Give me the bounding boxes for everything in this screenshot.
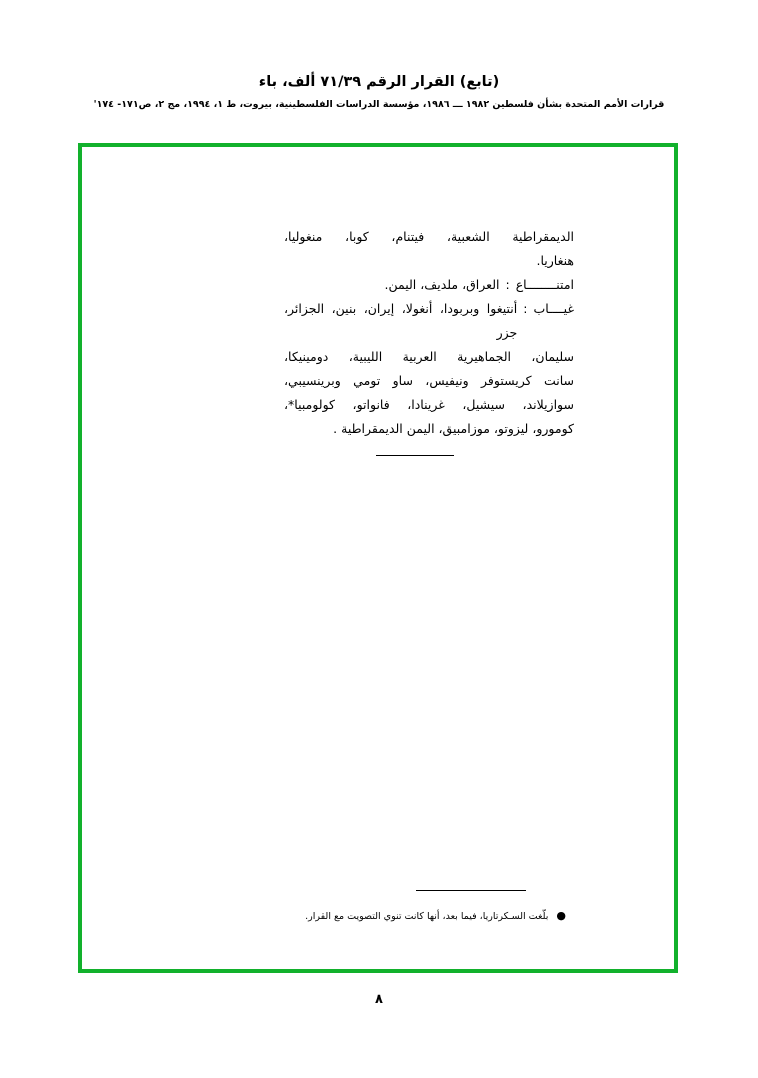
footnote-marker-icon: ● — [556, 909, 566, 922]
abstentions-values: العراق، ملديف، اليمن. — [384, 277, 500, 292]
page-number: ٨ — [375, 992, 383, 1007]
abstentions-row — [284, 273, 574, 297]
absent-colon: : — [523, 301, 528, 316]
absent-label: غيــــاب — [533, 301, 574, 316]
absent-values-line-1: أنتيغوا وبربودا، أنغولا، إيران، بنين، الجزائر، جزر — [284, 301, 518, 340]
against-continuation-line-1: الديمقراطية الشعبية، فيتنام، كوبا، منغوليا، — [284, 229, 574, 244]
source-citation: قرارات الأمم المتحدة بشأن فلسطين ١٩٨٢ ـــ ١٩٨٦، مؤسسة الدراسات الفلسطينية، بيروت، ط ١، ١٩٩٤، مج ٢، ص١٧١- ١٧٤' — [93, 99, 665, 111]
page-title: (تابع) القرار الرقم ٧١/٣٩ ألف، باء — [258, 74, 500, 90]
abstentions-colon: : — [505, 277, 510, 292]
abstentions-label: امتنــــــــاع — [515, 277, 574, 292]
absent-values-line-5: كومورو، ليزوتو، موزامبيق، اليمن الديمقراطية . — [333, 421, 574, 436]
absent-row — [284, 297, 574, 345]
absent-values-line-2: سليمان، الجماهيرية العربية الليبية، دومينيكا، — [284, 349, 574, 364]
vote-record-block — [284, 225, 574, 456]
content-frame — [78, 143, 678, 973]
footnote-divider — [416, 890, 526, 891]
footnote-text: بلّغت السـكرتاريا، فيما بعد، أنها كانت تنوي التصويت مع القرار. — [305, 911, 549, 922]
absent-values-line-4: سوازيلاند، سيشيل، غرينادا، فانواتو، كولومبيا*، — [284, 397, 574, 412]
absent-values-line-3: سانت كريستوفر ونيفيس، ساو تومي وبرينسيبي، — [284, 373, 574, 388]
document-header — [0, 72, 758, 112]
against-continuation-line-2: هنغاريا. — [536, 253, 574, 268]
section-divider — [376, 455, 454, 456]
footnote — [206, 910, 566, 922]
